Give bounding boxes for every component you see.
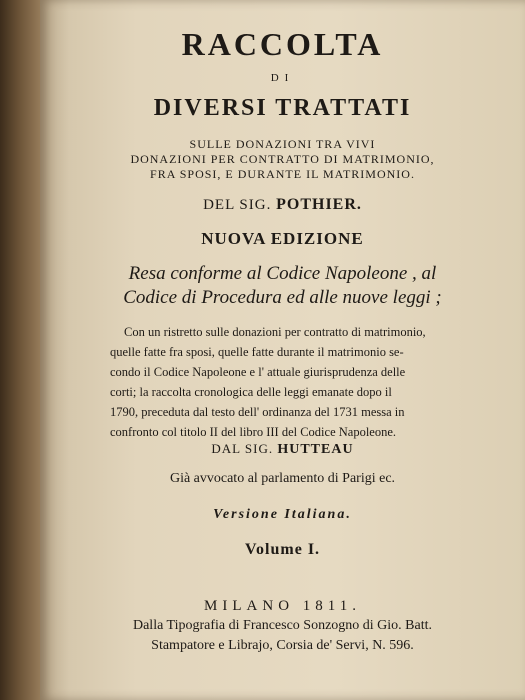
description-line: quelle fatte fra sposi, quelle fatte durante il matrimonio se- bbox=[110, 345, 404, 359]
author-prefix: DEL SIG. bbox=[203, 197, 272, 213]
translator-name: HUTTEAU bbox=[277, 442, 354, 457]
version-label: Versione Italiana. bbox=[213, 507, 352, 522]
subtitle-line: SULLE DONAZIONI TRA VIVI bbox=[189, 137, 376, 151]
title-page bbox=[40, 0, 525, 700]
description-line: confronto col titolo II del libro III del Codice Napoleone. bbox=[110, 425, 397, 439]
imprint-city-year: MILANO 1811. bbox=[204, 598, 361, 614]
title-connector: DI bbox=[270, 72, 295, 84]
description-line: corti; la raccolta cronologica delle leggi emanate dopo il bbox=[110, 385, 392, 399]
description-line: condo il Codice Napoleone e l' attuale giurisprudenza delle bbox=[110, 365, 406, 379]
volume-label: Volume I. bbox=[244, 541, 321, 558]
subtitle-line: FRA SPOSI, E DURANTE IL MATRIMONIO. bbox=[150, 167, 415, 181]
imprint-line: Stampatore e Librajo, Corsia de' Servi, N. 596. bbox=[151, 638, 414, 653]
book-subtitle: DIVERSI TRATTATI bbox=[153, 95, 412, 121]
book-title: RACCOLTA bbox=[181, 26, 384, 62]
translator-note: Già avvocato al parlamento di Parigi ec. bbox=[169, 471, 396, 486]
translator-line bbox=[40, 441, 525, 458]
imprint-line: Dalla Tipografia di Francesco Sonzogno di Gio. Batt. bbox=[132, 618, 433, 633]
resa-line: Codice di Procedura ed alle nuove leggi ; bbox=[123, 287, 442, 308]
translator-prefix: DAL SIG. bbox=[211, 441, 274, 456]
description-line: 1790, preceduta dal testo dell' ordinanza del 1731 messa in bbox=[110, 405, 405, 419]
author-name: POTHIER. bbox=[276, 196, 362, 213]
description-line: Con un ristretto sulle donazioni per contratto di matrimonio, bbox=[124, 325, 426, 339]
subtitle-line: DONAZIONI PER CONTRATTO DI MATRIMONIO, bbox=[130, 152, 435, 166]
author-line bbox=[40, 196, 525, 214]
edition-label: NUOVA EDIZIONE bbox=[201, 229, 364, 248]
resa-line: Resa conforme al Codice Napoleone , al bbox=[128, 263, 437, 284]
